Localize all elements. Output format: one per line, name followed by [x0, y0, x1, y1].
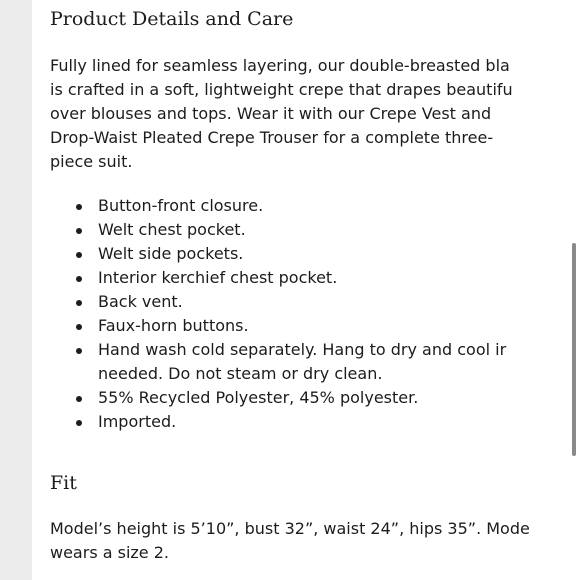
feature-text: Button-front closure. [98, 196, 264, 215]
feature-text: needed. Do not steam or dry clean. [98, 364, 383, 383]
fit-description [50, 517, 580, 565]
description-line: over blouses and tops. Wear it with our Crepe Vest and [50, 104, 492, 123]
fit-line: Model’s height is 5’10”, bust 32”, waist 24”, hips 35”. Mode [50, 519, 530, 538]
scrollbar-thumb[interactable] [572, 243, 576, 456]
list-item [50, 314, 506, 338]
list-item [50, 338, 506, 386]
feature-text: Welt chest pocket. [98, 220, 246, 239]
description-line: is crafted in a soft, lightweight crepe that drapes beautifu [50, 80, 513, 99]
product-details-panel [32, 0, 580, 580]
description-line: Fully lined for seamless layering, our double-breasted bla [50, 56, 510, 75]
feature-text: Faux-horn buttons. [98, 316, 249, 335]
feature-text: Hand wash cold separately. Hang to dry and cool ir [98, 340, 507, 359]
product-description [50, 54, 580, 174]
list-item [50, 386, 506, 410]
list-item [50, 290, 506, 314]
fit-heading: Fit [50, 472, 77, 494]
feature-text: 55% Recycled Polyester, 45% polyester. [98, 388, 419, 407]
list-item [50, 194, 506, 218]
feature-text: Imported. [98, 412, 177, 431]
feature-text: Interior kerchief chest pocket. [98, 268, 338, 287]
list-item [50, 218, 506, 242]
feature-text: Welt side pockets. [98, 244, 244, 263]
feature-text: Back vent. [98, 292, 183, 311]
details-heading: Product Details and Care [50, 8, 294, 30]
description-line: Drop-Waist Pleated Crepe Trouser for a complete three- [50, 128, 494, 147]
fit-line: wears a size 2. [50, 543, 169, 562]
list-item [50, 410, 506, 434]
feature-list [50, 194, 506, 434]
list-item [50, 242, 506, 266]
description-line: piece suit. [50, 152, 133, 171]
list-item [50, 266, 506, 290]
